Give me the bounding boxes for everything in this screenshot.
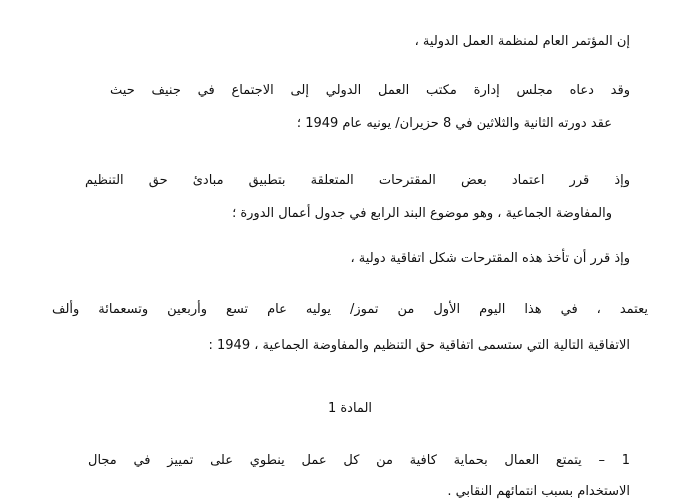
adoption-line-2: الاتفاقية التالية التي ستسمى اتفاقية حق التنظيم والمفاوضة الجماعية ، 1949 : — [208, 338, 630, 353]
preamble-decided-proposals-line-1: وإذ قرر اعتماد بعض المقترحات المتعلقة بتطبيق مبادئ حق التنظيم — [85, 173, 630, 188]
preamble-convened-line-2: عقد دورته الثانية والثلاثين في 8 حزيران/ يونيه عام 1949 ؛ — [296, 116, 612, 131]
preamble-convened-line-1: وقد دعاه مجلس إدارة مكتب العمل الدولي إلى الاجتماع في جنيف حيث — [110, 83, 630, 98]
preamble-decided-proposals-line-2: والمفاوضة الجماعية ، وهو موضوع البند الرابع في جدول أعمال الدورة ؛ — [232, 206, 612, 221]
adoption-line-1: يعتمد ، في هذا اليوم الأول من تموز/ يوليه عام تسع وأربعين وتسعمائة وألف — [52, 302, 648, 317]
article-1-paragraph-1-line-2: الاستخدام بسبب انتمائهم النقابي . — [447, 484, 630, 499]
preamble-convention-form: وإذ قرر أن تأخذ هذه المقترحات شكل اتفاقية دولية ، — [350, 251, 630, 266]
article-heading: المادة 1 — [327, 401, 373, 416]
preamble-conference: إن المؤتمر العام لمنظمة العمل الدولية ، — [414, 34, 630, 49]
article-1-paragraph-1-line-1: 1 – يتمتع العمال بحماية كافية من كل عمل ينطوي على تمييز في مجال — [88, 453, 630, 468]
